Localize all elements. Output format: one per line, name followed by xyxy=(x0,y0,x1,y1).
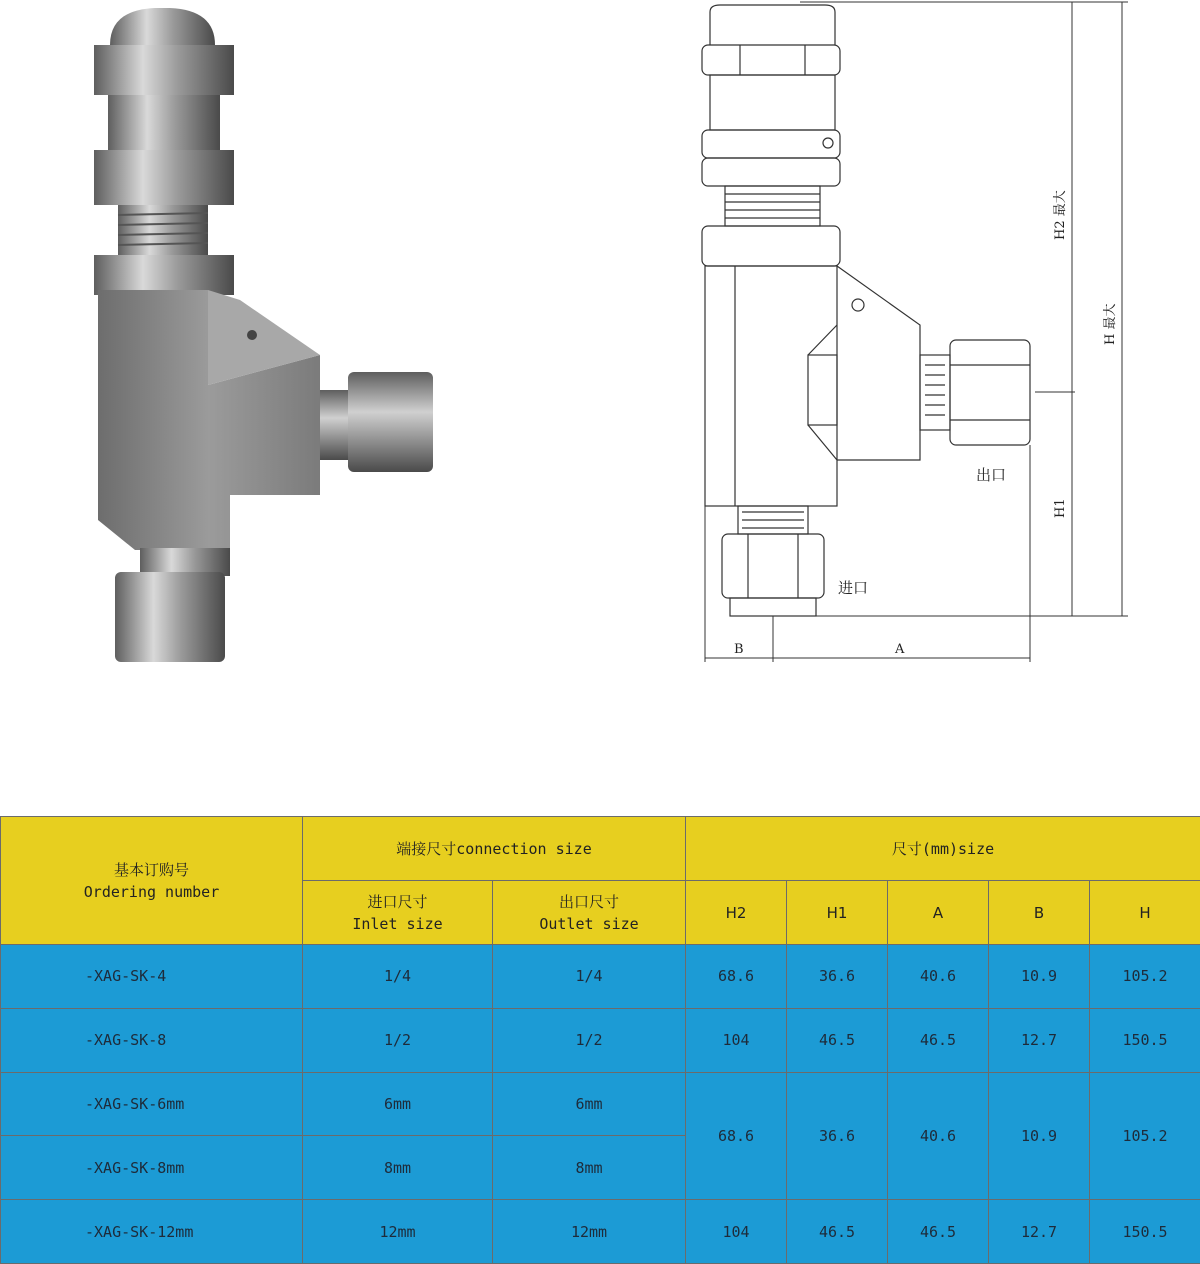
cell-a: 40.6 xyxy=(888,1072,989,1200)
cell-outlet: 1/4 xyxy=(493,945,686,1009)
header-b: B xyxy=(989,881,1090,945)
cell-model: -XAG-SK-4 xyxy=(1,945,303,1009)
cell-a: 46.5 xyxy=(888,1200,989,1264)
dim-label-b: B xyxy=(734,642,744,657)
header-inlet-cn: 进口尺寸 xyxy=(367,892,428,911)
cell-h: 150.5 xyxy=(1090,1200,1200,1264)
lock-nut xyxy=(94,150,234,205)
cell-h2: 104 xyxy=(686,1200,787,1264)
header-inlet-en: Inlet size xyxy=(352,914,443,933)
cell-a: 40.6 xyxy=(888,945,989,1009)
dim-label-h1: H1 xyxy=(1053,498,1068,518)
cell-h2: 68.6 xyxy=(686,1072,787,1200)
cell-b: 10.9 xyxy=(989,945,1090,1009)
header-connection-size: 端接尺寸connection size xyxy=(303,817,686,881)
cell-b: 12.7 xyxy=(989,1200,1090,1264)
cell-model: -XAG-SK-6mm xyxy=(1,1072,303,1136)
header-h2: H2 xyxy=(686,881,787,945)
cell-outlet: 1/2 xyxy=(493,1008,686,1072)
header-outlet-cn: 出口尺寸 xyxy=(558,892,619,911)
header-ordering-number xyxy=(1,817,303,945)
cell-b: 12.7 xyxy=(989,1008,1090,1072)
outlet-label: 出口 xyxy=(976,466,1007,484)
table-row xyxy=(1,1200,1200,1264)
header-ordering-en: Ordering number xyxy=(83,882,220,901)
cell-outlet: 8mm xyxy=(493,1136,686,1200)
table-row xyxy=(1,1008,1200,1072)
cell-model: -XAG-SK-12mm xyxy=(1,1200,303,1264)
header-h1: H1 xyxy=(787,881,888,945)
cell-inlet: 1/4 xyxy=(303,945,493,1009)
cell-h: 105.2 xyxy=(1090,945,1200,1009)
header-ordering-cn: 基本订购号 xyxy=(113,860,189,879)
inlet-fitting xyxy=(115,572,225,662)
cell-h2: 68.6 xyxy=(686,945,787,1009)
cell-outlet: 6mm xyxy=(493,1072,686,1136)
cell-b: 10.9 xyxy=(989,1072,1090,1200)
cell-outlet: 12mm xyxy=(493,1200,686,1264)
table-row xyxy=(1,1072,1200,1136)
cell-inlet: 12mm xyxy=(303,1200,493,1264)
outlet-fitting xyxy=(348,372,433,472)
cell-model: -XAG-SK-8 xyxy=(1,1008,303,1072)
inlet-label: 进口 xyxy=(838,579,869,597)
table-row xyxy=(1,945,1200,1009)
header-inlet-size xyxy=(303,881,493,945)
header-dimensions: 尺寸(mm)size xyxy=(686,817,1200,881)
cell-h1: 46.5 xyxy=(787,1008,888,1072)
cell-h1: 46.5 xyxy=(787,1200,888,1264)
cell-h2: 104 xyxy=(686,1008,787,1072)
cell-inlet: 1/2 xyxy=(303,1008,493,1072)
cell-h: 105.2 xyxy=(1090,1072,1200,1200)
cell-model: -XAG-SK-8mm xyxy=(1,1136,303,1200)
cell-h1: 36.6 xyxy=(787,945,888,1009)
header-a: A xyxy=(888,881,989,945)
cell-h1: 36.6 xyxy=(787,1072,888,1200)
header-outlet-size xyxy=(493,881,686,945)
upper-hex-nut xyxy=(94,45,234,95)
header-h: H xyxy=(1090,881,1200,945)
cell-a: 46.5 xyxy=(888,1008,989,1072)
cell-h: 150.5 xyxy=(1090,1008,1200,1072)
header-outlet-en: Outlet size xyxy=(539,914,639,933)
dim-label-a: A xyxy=(895,642,905,657)
spec-table xyxy=(0,816,1200,1264)
valve-cap xyxy=(110,8,215,45)
technical-drawing xyxy=(680,0,1160,680)
spring-thread xyxy=(118,205,208,255)
cell-inlet: 6mm xyxy=(303,1072,493,1136)
valve-product-photo xyxy=(80,0,460,680)
cell-inlet: 8mm xyxy=(303,1136,493,1200)
dim-label-h: H 最大 xyxy=(1103,303,1118,345)
dim-label-h2: H2 最大 xyxy=(1053,190,1068,240)
